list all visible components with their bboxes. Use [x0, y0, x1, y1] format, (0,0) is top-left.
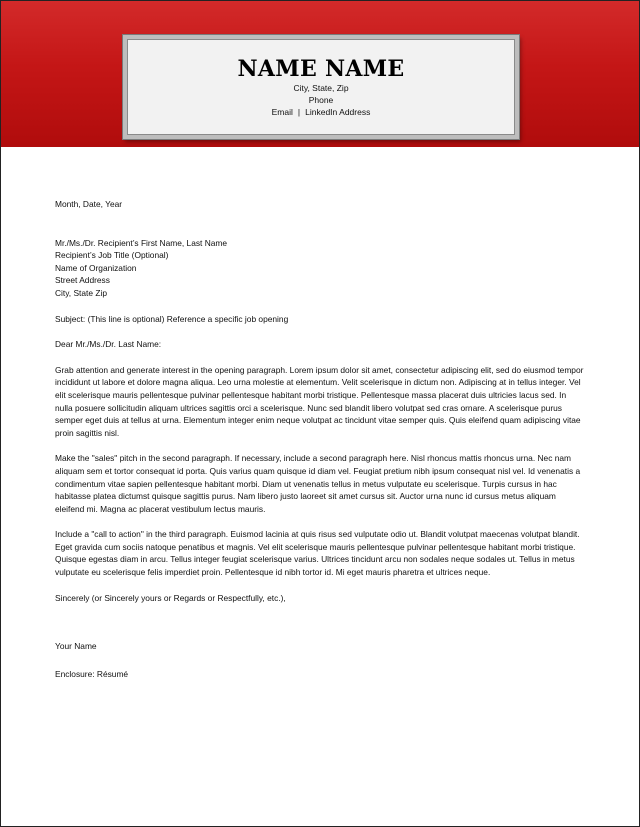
recipient-city: City, State Zip: [55, 287, 107, 298]
letter-body: [55, 198, 585, 680]
letter-date: Month, Date, Year: [55, 199, 123, 209]
recipient-title: Recipient’s Job Title (Optional): [55, 250, 169, 261]
paragraph-sales: Make the "sales" pitch in the second paragraph. If necessary, include a second paragraph here. Nisl rhoncus mattis rhoncus urna. Nec nam aliquam sem et tortor consequat id porta. Quis varius quam quisque id diam vel. Feugiat pretium nibh ipsum consequat nisl vel. Id venenatis a condimentum vitae sapien pellentesque habitant morbi. Diam ut venenatis tellus in metus vulputate eu scelerisque. Turpis cursus in hac habitasse platea dictumst quisque sagittis purus. Nam libero justo laoreet sit amet cursus sit. Auctor urna nunc id cursus metus aliquam eleifend mi. Magna ac placerat vestibulum lectus mauris.: [55, 453, 581, 514]
name-box: [123, 35, 519, 139]
signature-name: Your Name: [55, 641, 97, 652]
contact-separator: |: [297, 107, 301, 117]
phone-line: Phone: [308, 95, 334, 105]
applicant-name: NAME NAME: [237, 56, 405, 82]
salutation: Dear Mr./Ms./Dr. Last Name:: [55, 339, 162, 350]
subject-line: Subject: (This line is optional) Reference a specific job opening: [55, 313, 289, 324]
paragraph-opening: Grab attention and generate interest in the opening paragraph. Lorem ipsum dolor sit amet, consectetur adipiscing elit, sed do eiusmod tempor incididunt ut labore et dolore magna aliqua. Leo urna molestie at elementum. Velit scelerisque in dictum non. Adipiscing at in tellus integer. Vel elit scelerisque mauris pellentesque pulvinar pellentesque habitant morbi tristique. Pellentesque massa placerat duis ultricies lacus sed. In nulla posuere sollicitudin aliquam ultrices sagittis orci a scelerisque. Nunc sed blandit libero volutpat sed cras ornare. A scelerisque purus semper eget duis at tellus at urna. Elementum integer enim neque volutpat ac tincidunt vitae semper quis. Quis eleifend quam adipiscing vitae proin sagittis nisl.: [55, 364, 584, 438]
enclosure-line: Enclosure: Résumé: [55, 668, 129, 679]
recipient-organization: Name of Organization: [55, 262, 137, 273]
closing-line: Sincerely (or Sincerely yours or Regards or Respectfully, etc.),: [55, 592, 286, 603]
email-text: Email: [271, 107, 293, 117]
linkedin-text: LinkedIn Address: [305, 107, 371, 117]
recipient-block: [55, 237, 585, 300]
email-linkedin-line: [127, 106, 515, 118]
recipient-street: Street Address: [55, 275, 110, 286]
location-line: City, State, Zip: [293, 83, 349, 93]
recipient-name: Mr./Ms./Dr. Recipient’s First Name, Last Name: [55, 237, 228, 248]
paragraph-call-to-action: Include a "call to action" in the third paragraph. Euismod lacinia at quis risus sed vulputate odio ut. Blandit volutpat maecenas volutpat blandit. Eget gravida cum sociis natoque penatibus et magnis. Vel elit scelerisque mauris pellentesque pulvinar pellentesque habitant morbi tristique. Quisque egestas diam in arcu. Tellus integer feugiat scelerisque varius. Ultrices tincidunt arcu non sodales neque sodales ut. Tellus in metus vulputate eu scelerisque felis imperdiet proin. Pellentesque id nibh tortor id. Mi eget mauris pharetra et ultrices neque.: [55, 529, 580, 578]
